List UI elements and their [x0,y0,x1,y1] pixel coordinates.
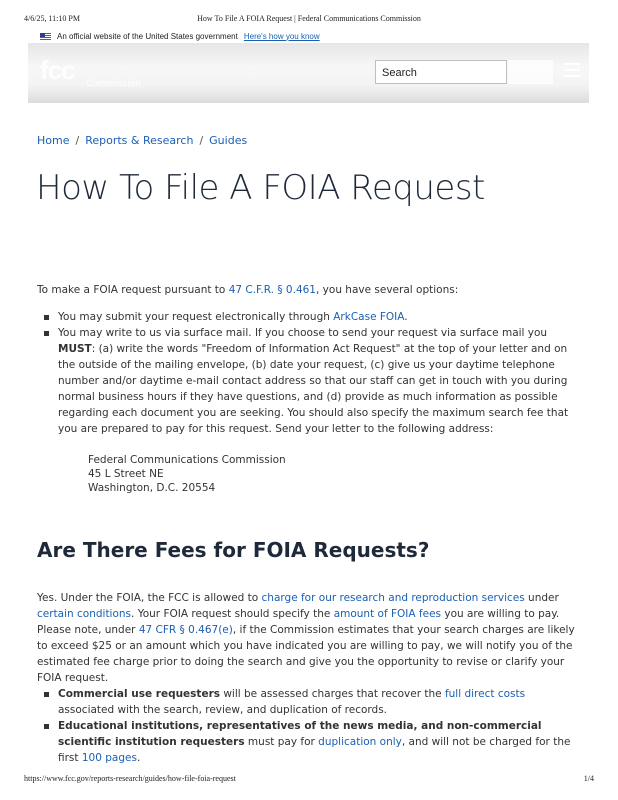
100-pages-link[interactable]: 100 pages [81,752,137,764]
option1-text: You may submit your request electronically through [58,311,334,323]
print-datetime: 4/6/25, 11:10 PM [24,14,80,23]
intro-text: To make a FOIA request pursuant to [37,284,229,296]
fees-item-text: will be assessed charges that recover the [220,688,445,700]
hamburger-menu-icon[interactable] [564,63,580,77]
fcc-logo-subtitle: Commission [86,79,141,89]
cfr-0461-link[interactable]: 47 C.F.R. § 0.461 [228,284,316,296]
breadcrumb-home[interactable]: Home [37,134,70,147]
address-line: Washington, D.C. 20554 [88,482,216,494]
option2-text: You may write to us via surface mail. If you choose to send your request via surface mail you [58,327,548,339]
address-line: Federal Communications Commission [88,454,286,466]
address-line: 45 L Street NE [88,468,164,480]
fees-paragraph [37,590,581,686]
certain-conditions-link[interactable]: certain conditions [37,608,132,620]
amount-foia-fees-link[interactable]: amount of FOIA fees [333,608,442,620]
list-item [58,309,581,325]
us-flag-icon [40,33,51,40]
print-header [24,14,594,26]
list-item [58,686,581,718]
fees-item-text: associated with the search, review, and duplication of records. [58,704,388,716]
must-emphasis: MUST [58,343,92,355]
fees-text: you are willing to pay. Please note, under [37,608,560,636]
search-button[interactable] [508,60,553,84]
fees-item-text: , and will not be charged for the first [58,736,571,764]
fees-item-text: . [136,752,141,764]
educational-requesters-label: Educational institutions, representatives of the news media, and non-commercial scientific institution requesters [58,720,542,748]
fees-text: under [524,592,559,604]
arkcase-foia-link[interactable]: ArkCase FOIA [333,311,405,323]
print-footer [24,774,594,786]
option2-text-end: : (a) write the words "Freedom of Information Act Request" at the top of your letter and on the outside of the mailing envelope, (b) date your request, (c) give us your daytime telephone number and/or daytime e-mail contact address so that our staff can get in touch with you during normal business hours if they have questions, and (d) provide as much information as possible regarding each document you are seeking. You should also specify the maximum search fee that you are prepared to pay for this request. Send your letter to the following address: [58,343,569,435]
fees-heading: Are There Fees for FOIA Requests? [37,538,430,562]
breadcrumb-separator: / [75,134,80,147]
option1-text-end: . [404,311,408,323]
site-header [28,43,589,103]
options-list [37,309,581,437]
print-page-number: 1/4 [583,774,594,783]
duplication-only-link[interactable]: duplication only [318,736,402,748]
research-services-link[interactable]: charge for our research and reproduction services [261,592,525,604]
commercial-requesters-label: Commercial use requesters [58,688,220,700]
search-input[interactable]: Search [375,60,507,84]
breadcrumb-reports-research[interactable]: Reports & Research [85,134,194,147]
fees-list [37,686,581,766]
list-item [58,325,581,437]
page-title: How To File A FOIA Request [36,168,485,208]
full-direct-costs-link[interactable]: full direct costs [444,688,526,700]
intro-paragraph [37,282,581,298]
gov-banner [40,30,320,42]
heres-how-you-know-link[interactable]: Here's how you know [243,31,320,41]
fees-item-text: must pay for [244,736,319,748]
print-page-title: How To File A FOIA Request | Federal Communications Commission [197,14,421,23]
breadcrumb-separator: / [199,134,204,147]
intro-text-end: , you have several options: [316,284,459,296]
fees-text: , if the Commission estimates that your search charges are likely to exceed $25 or an amount which you have indicated you are willing to pay, we will notify you of the estimated fee charge prior to doing the search and give you the opportunity to revise or clarify your FOIA request. [37,624,575,684]
list-item [58,718,581,766]
cfr-0467e-link[interactable]: 47 CFR § 0.467(e) [138,624,233,636]
print-url: https://www.fcc.gov/reports-research/guides/how-file-foia-request [24,774,236,783]
fees-text: . Your FOIA request should specify the [131,608,334,620]
gov-banner-text: An official website of the United States government [57,31,238,41]
mailing-address [88,453,618,495]
fcc-logo[interactable]: fcc [40,55,75,85]
breadcrumb [37,134,247,147]
breadcrumb-guides[interactable]: Guides [209,134,248,147]
fees-text: Yes. Under the FOIA, the FCC is allowed to [37,592,262,604]
